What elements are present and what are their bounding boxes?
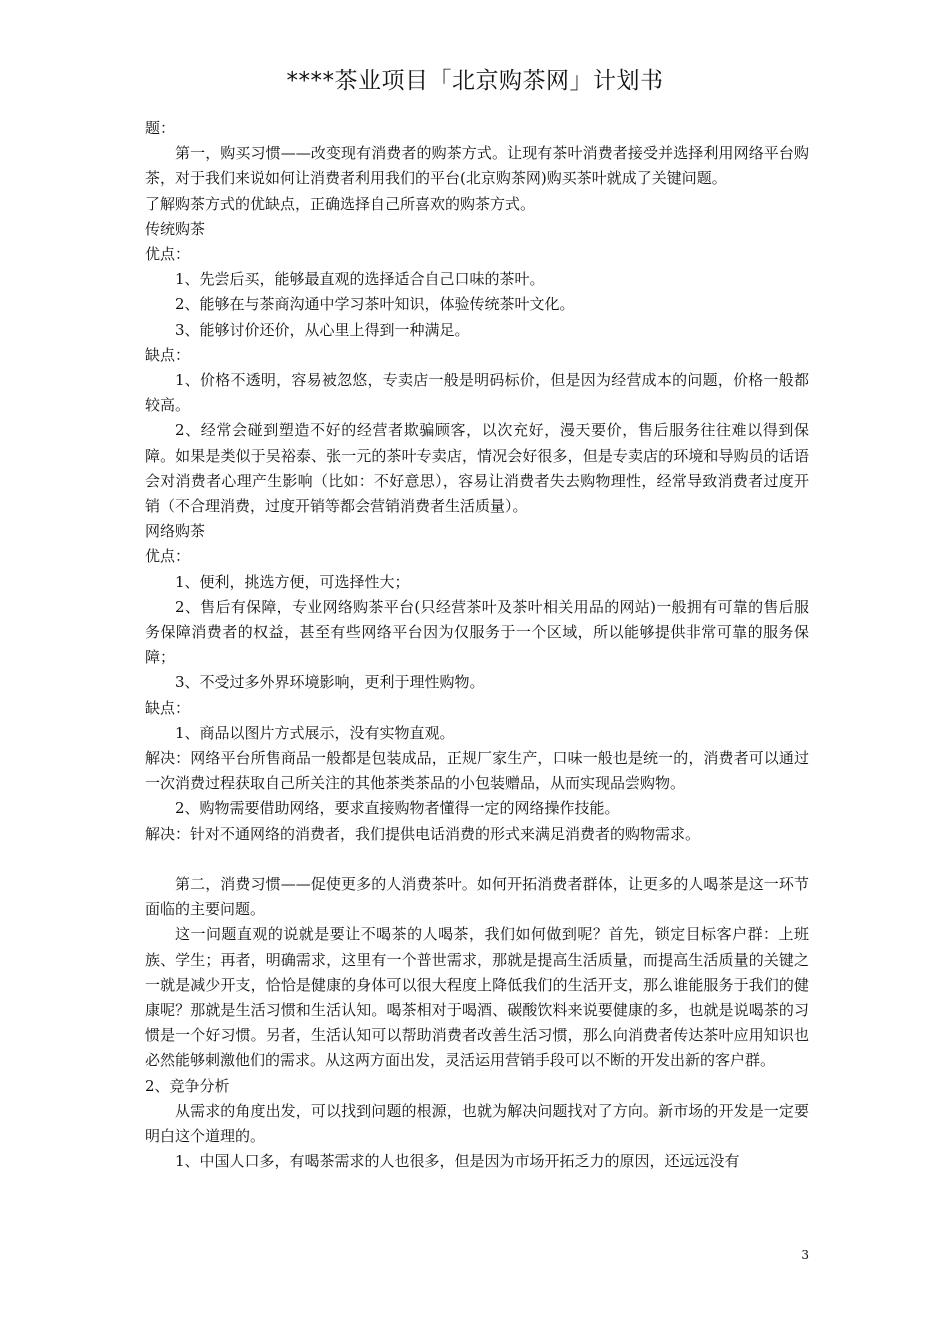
list-item: 1、商品以图片方式展示，没有实物直观。 (175, 723, 455, 742)
list-item: 1、中国人口多，有喝茶需求的人也很多，但是因为市场开拓乏力的原因，还远远没有 (175, 1152, 740, 1171)
list-item: 1、便利，挑选方便，可选择性大； (175, 572, 410, 591)
document-body (145, 116, 809, 1174)
list-item: 1、先尝后买，能够最直观的选择适合自己口味的茶叶。 (175, 270, 545, 289)
list-item: 1、价格不透明，容易被忽悠，专卖店一般是明码标价，但是因为经营成本的问题，价格一般都较高。 (145, 371, 809, 415)
list-heading: 优点： (145, 547, 191, 566)
list-heading: 缺点： (145, 345, 191, 364)
list-item: 2、经常会碰到塑造不好的经营者欺骗顾客，以次充好，漫天要价，售后服务往往难以得到保障。如果是类似于吴裕泰、张一元的茶叶专卖店，情况会好很多，但是专卖店的环境和导购员的话语会对消费者心理产生影响（比如：不好意思），容易让消费者失去购物理性，经常导致消费者过度开销（不合理消费，过度开销等都会营销消费者生活质量）。 (145, 421, 809, 516)
list-item: 3、不受过多外界环境影响，更利于理性购物。 (175, 673, 485, 692)
section-heading: 传统购茶 (145, 219, 206, 238)
paragraph-spacer (145, 847, 809, 872)
paragraph: 这一问题直观的说就是要让不喝茶的人喝茶，我们如何做到呢？首先，锁定目标客户群：上班族、学生；再者，明确需求，这里有一个普世需求，那就是提高生活质量，而提高生活质量的关键之一就是减少开支，恰恰是健康的身体可以很大程度上降低我们的生活开支，那么谁能服务于我们的健康呢？那就是生活习惯和生活认知。喝茶相对于喝酒、碳酸饮料来说要健康的多，也就是说喝茶的习惯是一个好习惯。另者，生活认知可以帮助消费者改善生活习惯，那么向消费者传达茶叶应用知识也必然能够刺激他们的需求。从这两方面出发，灵活运用营销手段可以不断的开发出新的客户群。 (145, 925, 809, 1070)
paragraph: 第二，消费习惯——促使更多的人消费茶叶。如何开拓消费者群体，让更多的人喝茶是这一环节面临的主要问题。 (145, 874, 809, 919)
paragraph: 了解购茶方式的优缺点，正确选择自己所喜欢的购茶方式。 (145, 194, 536, 213)
page-title: ****茶业项目「北京购茶网」计划书 (286, 68, 664, 94)
list-heading: 优点： (145, 245, 191, 264)
paragraph: 第一，购买习惯——改变现有消费者的购茶方式。让现有茶叶消费者接受并选择利用网络平台购茶，对于我们来说如何让消费者利用我们的平台(北京购茶网)购买茶叶就成了关键问题。 (145, 144, 809, 188)
list-item: 2、售后有保障，专业网络购茶平台(只经营茶叶及茶叶相关用品的网站)一般拥有可靠的售后服务保障消费者的权益，甚至有些网络平台因为仅服务于一个区域，所以能够提供非常可靠的服务保障； (145, 597, 809, 667)
list-item: 3、能够讨价还价，从心里上得到一种满足。 (175, 320, 470, 339)
list-item: 2、能够在与茶商沟通中学习茶叶知识，体验传统茶叶文化。 (175, 295, 575, 314)
paragraph: 题： (145, 119, 176, 137)
page-number: 3 (801, 1248, 809, 1262)
paragraph: 解决：针对不通网络的消费者，我们提供电话消费的形式来满足消费者的购物需求。 (145, 824, 701, 843)
paragraph: 解决：网络平台所售商品一般都是包装成品，正规厂家生产，口味一般也是统一的，消费者可以通过一次消费过程获取自己所关注的其他茶类茶品的小包装赠品，从而实现品尝购物。 (145, 749, 809, 793)
paragraph: 从需求的角度出发，可以找到问题的根源，也就为解决问题找对了方向。新市场的开发是一定要明白这个道理的。 (145, 1101, 809, 1145)
section-heading: 网络购茶 (145, 522, 206, 541)
list-item: 2、购物需要借助网络，要求直接购物者懂得一定的网络操作技能。 (175, 799, 620, 818)
list-heading: 缺点： (145, 698, 191, 717)
section-heading: 2、竞争分析 (145, 1076, 230, 1095)
